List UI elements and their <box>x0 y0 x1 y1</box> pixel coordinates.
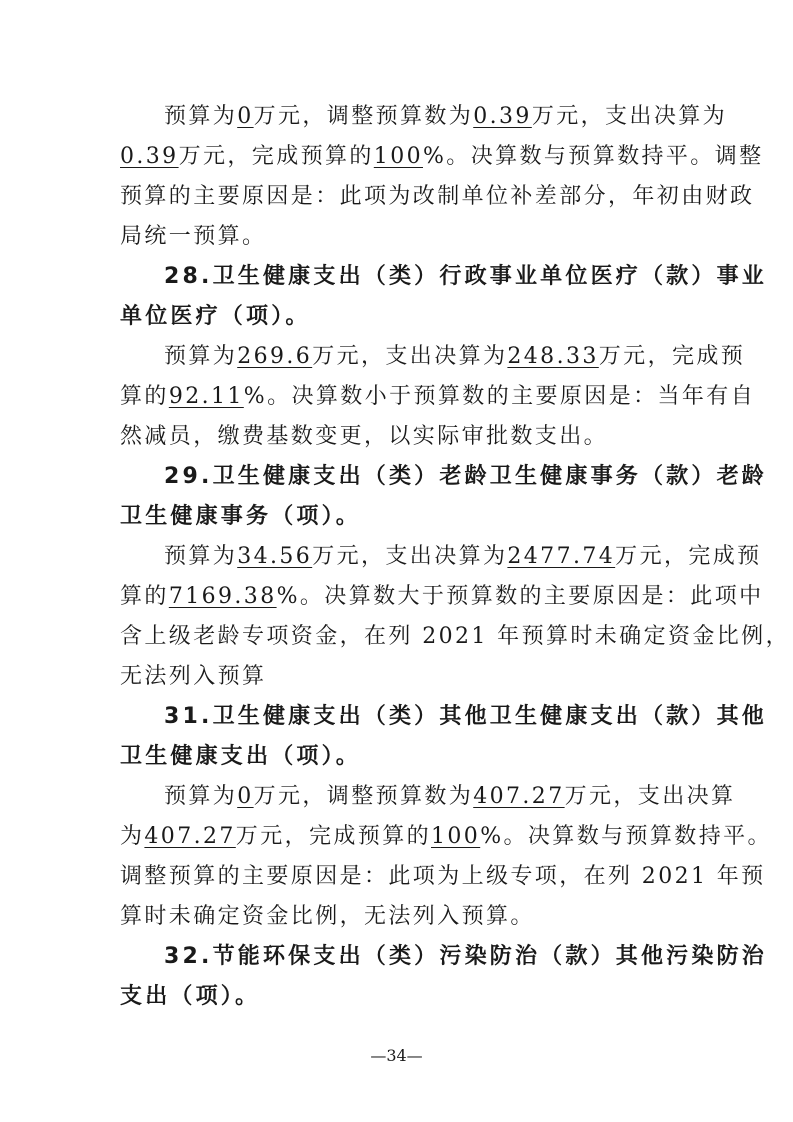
paragraph-line <box>164 783 735 811</box>
text-segment: 含上级老龄专项资金，在列 2021 年预算时未确定资金比例， <box>120 624 790 649</box>
text-segment: 支出（项）。 <box>120 984 261 1009</box>
underlined-value: 2477.74 <box>507 544 616 569</box>
text-segment: 算时未确定资金比例，无法列入预算。 <box>120 904 535 929</box>
section-heading-line <box>120 983 260 1011</box>
text-segment: 卫生健康事务（项）。 <box>120 504 362 529</box>
underlined-value: 0 <box>237 784 254 809</box>
section-heading-line <box>164 703 767 731</box>
paragraph-line <box>120 223 266 251</box>
text-segment: %。决算数大于预算数的主要原因是：此项中 <box>276 584 764 609</box>
text-segment: 万元，调整预算数为 <box>253 104 474 129</box>
text-segment: 31.卫生健康支出（类）其他卫生健康支出（款）其他 <box>164 704 767 729</box>
text-segment: 预算的主要原因是：此项为改制单位补差部分，年初由财政 <box>120 184 755 209</box>
text-segment: 预算为 <box>164 784 238 809</box>
text-segment: 预算为 <box>164 344 238 369</box>
paragraph-line <box>120 863 766 891</box>
text-segment: 万元，支出决算为 <box>531 104 728 129</box>
paragraph-line <box>164 343 745 371</box>
underlined-value: 0.39 <box>473 104 532 129</box>
text-segment: %。决算数与预算数持平。 <box>480 824 772 849</box>
text-segment: 无法列入预算 <box>120 664 267 689</box>
underlined-value: 7169.38 <box>168 584 277 609</box>
section-heading-line <box>120 503 361 531</box>
underlined-value: 92.11 <box>168 384 244 409</box>
text-segment: 28.卫生健康支出（类）行政事业单位医疗（款）事业 <box>164 264 767 289</box>
underlined-value: 248.33 <box>507 344 599 369</box>
text-segment: 调整预算的主要原因是：此项为上级专项，在列 2021 年预 <box>120 864 766 889</box>
paragraph-line <box>120 143 764 171</box>
paragraph-line <box>120 423 608 451</box>
text-segment: 预算为 <box>164 104 238 129</box>
text-segment: 卫生健康支出（项）。 <box>120 744 362 769</box>
text-segment: 预算为 <box>164 544 238 569</box>
text-segment: %。决算数与预算数持平。调整 <box>423 144 764 169</box>
underlined-value: 407.27 <box>473 784 565 809</box>
underlined-value: 0.39 <box>120 144 179 169</box>
text-segment: 29.卫生健康支出（类）老龄卫生健康事务（款）老龄 <box>164 464 767 489</box>
page-number: —34— <box>370 1046 423 1065</box>
text-segment: 然减员，缴费基数变更，以实际审批数支出。 <box>120 424 609 449</box>
underlined-value: 269.6 <box>237 344 313 369</box>
text-segment: 算的 <box>120 584 169 609</box>
paragraph-line <box>120 823 772 851</box>
paragraph-line <box>120 183 754 211</box>
paragraph-line <box>120 663 266 691</box>
text-segment: 万元，完成预算的 <box>178 144 374 169</box>
text-segment: %。决算数小于预算数的主要原因是：当年有自 <box>243 384 756 409</box>
section-heading-line <box>164 263 767 291</box>
text-segment: 算的 <box>120 384 169 409</box>
text-segment: 为 <box>120 824 145 849</box>
paragraph-line <box>164 543 762 571</box>
paragraph-line <box>120 383 755 411</box>
underlined-value: 100 <box>373 144 423 169</box>
text-segment: 32.节能环保支出（类）污染防治（款）其他污染防治 <box>164 944 767 969</box>
text-segment: 万元，完成预算的 <box>235 824 431 849</box>
underlined-value: 100 <box>431 824 481 849</box>
underlined-value: 0 <box>237 104 254 129</box>
text-segment: 万元，完成预 <box>615 544 762 569</box>
text-segment: 万元，完成预 <box>598 344 746 369</box>
paragraph-line <box>164 103 727 131</box>
text-segment: 万元，支出决算 <box>564 784 736 809</box>
section-heading-line <box>164 943 767 971</box>
section-heading-line <box>120 743 361 771</box>
section-heading-line <box>120 303 311 331</box>
text-segment: 万元，支出决算为 <box>312 544 508 569</box>
underlined-value: 407.27 <box>144 824 236 849</box>
paragraph-line <box>120 623 790 651</box>
text-segment: 万元，调整预算数为 <box>253 784 474 809</box>
paragraph-line <box>120 583 764 611</box>
paragraph-line <box>120 903 535 931</box>
section-heading-line <box>164 463 767 491</box>
text-segment: 局统一预算。 <box>120 224 267 249</box>
underlined-value: 34.56 <box>237 544 313 569</box>
text-segment: 单位医疗（项）。 <box>120 304 311 329</box>
text-segment: 万元，支出决算为 <box>312 344 508 369</box>
